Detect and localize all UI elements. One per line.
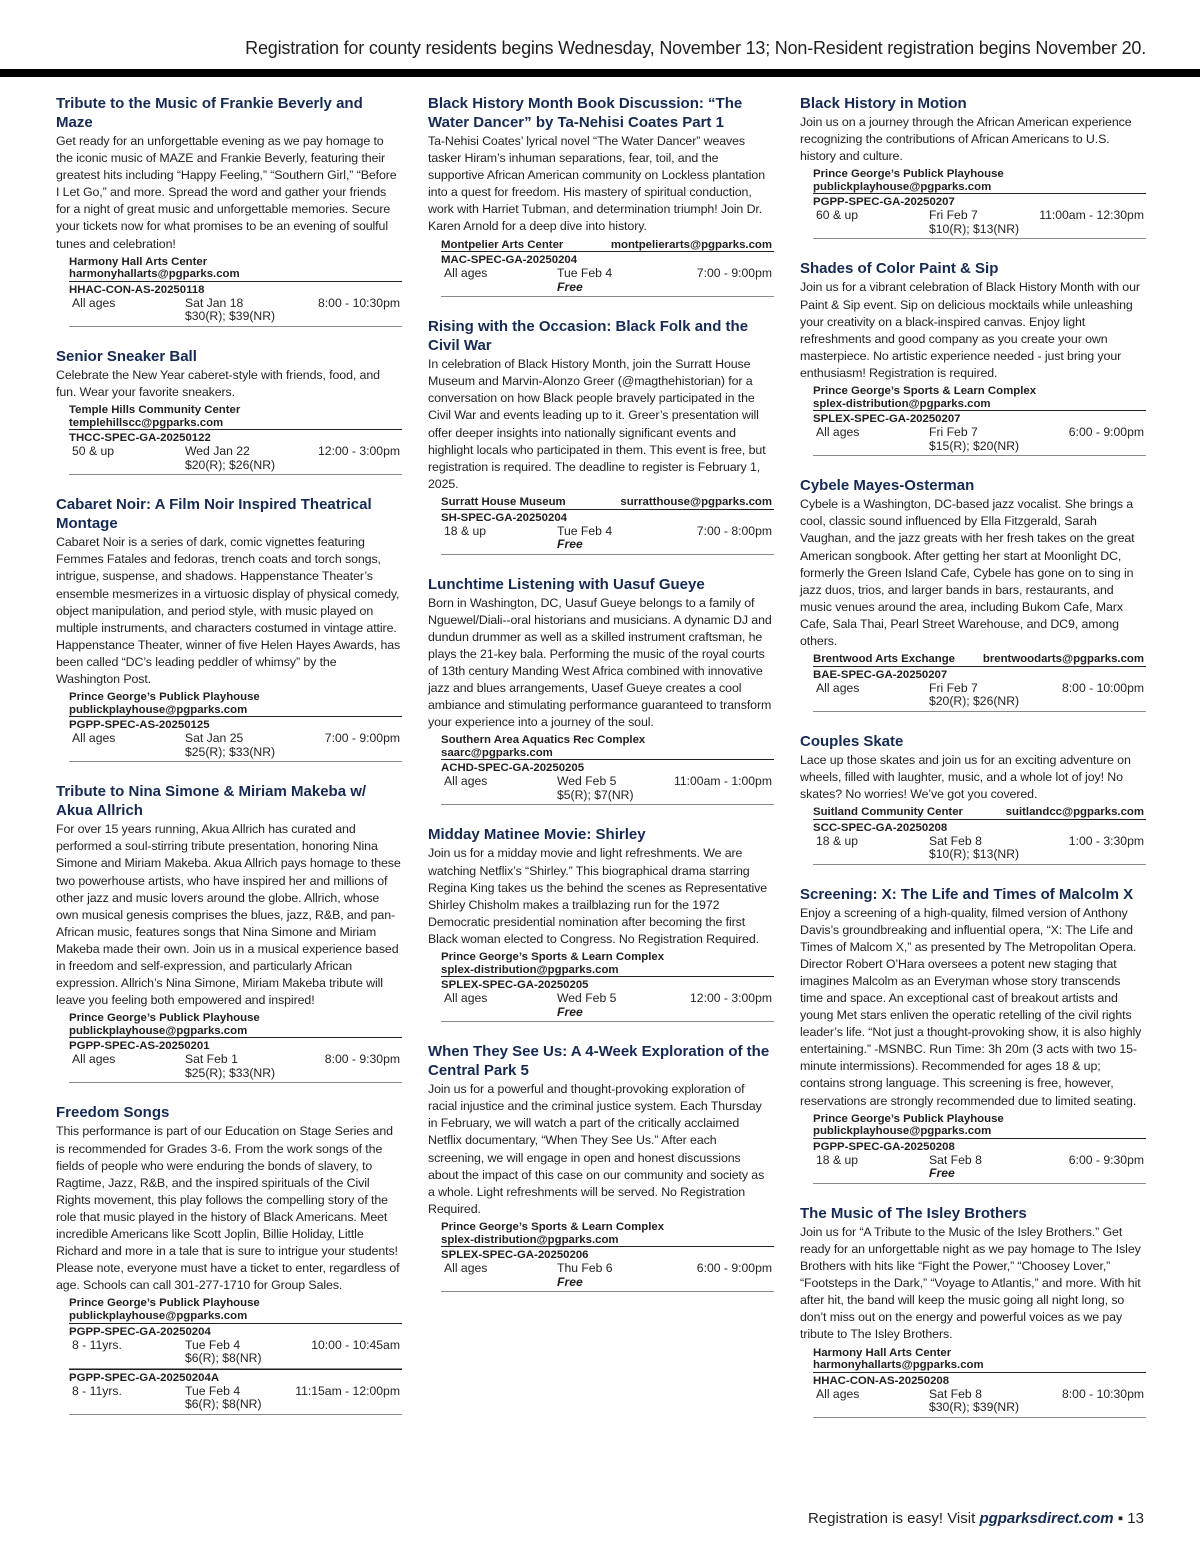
activity-code[interactable]: SPLEX-SPEC-GA-20250207 <box>813 410 1146 426</box>
age-range: All ages <box>816 1386 860 1401</box>
event-listing <box>800 94 1146 239</box>
event-fee: $25(R); $33(NR) <box>185 1065 276 1080</box>
venue-name: Temple Hills Community Center <box>69 404 241 417</box>
venue-email[interactable]: templehillscc@pgparks.com <box>69 416 224 429</box>
event-listing <box>800 732 1146 865</box>
event-title: Senior Sneaker Ball <box>56 347 197 365</box>
activity-code[interactable]: PGPP-SPEC-AS-20250201 <box>69 1037 402 1053</box>
venue-email[interactable]: publickplayhouse@pgparks.com <box>813 180 992 193</box>
event-listing <box>428 94 774 297</box>
venue-email[interactable]: brentwoodarts@pgparks.com <box>982 653 1144 666</box>
age-range: All ages <box>444 991 488 1006</box>
event-date: Tue Feb 4 <box>185 1383 241 1398</box>
event-fee: $5(R); $7(NR) <box>557 787 634 802</box>
event-date: Thu Feb 6 <box>557 1261 613 1276</box>
event-description: For over 15 years running, Akua Allrich has curated and performed a soul-stirring tribute presentation, honoring Nina Simone and Miriam Makeba. Akua Allrich pays homage to these two powerhouse artists, who have inspired her and millions of other jazz and music lovers around the globe. Allrich, whose own musical genesis comprises the blues, jazz, R&B, and pan-African music, features songs that Nina Simone and Miriam Makeba made their own. Join us in a musical experience based in freedom and self-expression, and particularly African expression. Allrich’s Nina Simone, Miriam Makeba tribute will leave you feeling both empowered and inspired! <box>56 822 401 1008</box>
event-listing <box>56 782 402 1083</box>
age-range: 8 - 11yrs. <box>72 1383 122 1398</box>
venue-email[interactable]: splex-distribution@pgparks.com <box>441 1233 619 1246</box>
event-date: Sat Feb 8 <box>929 833 982 848</box>
column-3 <box>800 94 1146 1438</box>
event-description: Cabaret Noir is a series of dark, comic vignettes featuring Femmes Fatales and fedoras, trench coats and torch songs, intrigue, suspense, and shadows. Happenstance Theater’s ensemble mesmerizes in a virtuosic display of physical comedy, object manipulation, and period style, with music played on multiple instruments, and characters costumed in vintage attire. Happenstance Theater, winner of five Helen Hayes Awards, has been called “DC’s leading peddler of whimsy” by the Washington Post. <box>56 535 401 686</box>
event-fee: Free <box>557 537 583 551</box>
event-title: Tribute to Nina Simone & Miriam Makeba w/ Akua Allrich <box>56 783 367 820</box>
activity-offering <box>441 509 774 555</box>
location-block <box>56 404 402 429</box>
event-title: Cabaret Noir: A Film Noir Inspired Theatrical Montage <box>56 496 372 533</box>
event-fee: $20(R); $26(NR) <box>185 457 276 472</box>
event-fee: Free <box>557 279 583 294</box>
event-date: Fri Feb 7 <box>929 425 978 440</box>
offering-details <box>813 682 1146 709</box>
location-row <box>441 239 774 252</box>
activity-offering <box>69 1369 402 1415</box>
venue-email[interactable]: montpelierarts@pgparks.com <box>610 238 772 251</box>
event-description: Ta-Nehisi Coates’ lyrical novel “The Water Dancer” weaves tasker Hiram’s inhuman separations, fear, toil, and the supportive African American community on Lockless plantation into a quest for freedom. His mastery of spiritual conduction, work with Harriet Tubman, and determination triumph! Join Dr. Karen Arnold for a deep dive into history. <box>428 134 765 234</box>
venue-email[interactable]: publickplayhouse@pgparks.com <box>813 1125 992 1138</box>
event-fee: $10(R); $13(NR) <box>929 847 1020 862</box>
footer <box>808 1510 1144 1527</box>
event-listing <box>800 259 1146 456</box>
event-description: Join us for “A Tribute to the Music of the Isley Brothers.” Get ready for an unforgettable night as we pay homage to The Isley Brothers with hits like “Fight the Power,” “Choosey Lover,” “Footsteps in the Dark,” “Voyage to Atlantis,” and more. With hit after hit, the band will keep the music going all night long, so don’t miss out on the energy and powerful voices as we pay tribute to The Isley Brothers. <box>800 1224 1141 1342</box>
event-description: Lace up those skates and join us for an exciting adventure on wheels, filled with laughter, music, and a whole lot of joy! No skates? No worries! We’ve got you covered. <box>800 752 1131 801</box>
event-time: 6:00 - 9:00pm <box>1068 425 1144 440</box>
activity-code[interactable]: SCC-SPEC-GA-20250208 <box>813 819 1146 835</box>
age-range: 8 - 11yrs. <box>72 1337 122 1352</box>
activity-offering <box>69 1323 402 1369</box>
event-title: Black History in Motion <box>800 95 967 112</box>
event-listing <box>56 495 402 762</box>
event-date: Fri Feb 7 <box>929 680 978 695</box>
column-2 <box>428 94 774 1312</box>
venue-name: Prince George’s Sports & Learn Complex <box>813 385 1037 398</box>
location-block <box>428 951 774 976</box>
age-range: All ages <box>816 425 860 440</box>
event-time: 10:00 - 10:45am <box>311 1337 400 1352</box>
age-range: All ages <box>444 266 488 281</box>
venue-name: Southern Area Aquatics Rec Complex <box>441 734 646 747</box>
activity-code[interactable]: BAE-SPEC-GA-20250207 <box>813 666 1146 682</box>
offering-details <box>441 992 774 1019</box>
event-time: 7:00 - 8:00pm <box>696 523 772 538</box>
activity-offering <box>813 1372 1146 1418</box>
event-description: Get ready for an unforgettable evening as we pay homage to the iconic music of MAZE and Frankie Beverly, featuring their greatest hits including “Happy Feeling,” “Southern Girl,” “Before I Let Go,” and more. Spread the word and gather your friends for a night of great music and unforgettable memories. Secure your tickets now for what promises to be an evening of soulful tunes and celebration! <box>56 134 397 251</box>
event-date: Sat Jan 25 <box>185 731 244 746</box>
age-range: All ages <box>72 1052 116 1067</box>
column-1 <box>56 94 402 1435</box>
offering-details <box>813 426 1146 453</box>
location-block <box>56 256 402 281</box>
event-time: 8:00 - 10:00pm <box>1062 680 1144 695</box>
location-block <box>800 806 1146 819</box>
event-time: 7:00 - 9:00pm <box>324 731 400 746</box>
event-description: Join us for a midday movie and light refreshments. We are watching Netflix’s “Shirley.” This biographical drama starring Regina King takes us the behind the scenes as Representative Shirley Chisholm makes a trailblazing run for the 1972 Democratic presidential nomination after becoming the first Black woman elected to Congress. No Registration Required. <box>428 846 768 946</box>
event-date: Sat Feb 8 <box>929 1386 982 1401</box>
event-listing <box>56 347 402 475</box>
activity-offering <box>441 759 774 805</box>
activity-code[interactable]: SH-SPEC-GA-20250204 <box>441 509 774 525</box>
event-time: 8:00 - 9:30pm <box>324 1052 400 1067</box>
offering-details <box>69 445 402 472</box>
event-date: Wed Feb 5 <box>557 991 617 1006</box>
event-title: Midday Matinee Movie: Shirley <box>428 826 646 844</box>
offering-details <box>69 1385 402 1412</box>
website-link[interactable]: pgparksdirect.com <box>979 1510 1114 1527</box>
footer-prefix: Registration is easy! Visit <box>807 1510 980 1527</box>
event-title: Rising with the Occasion: Black Folk and the Civil War <box>428 318 749 355</box>
event-fee: $6(R); $8(NR) <box>185 1397 262 1412</box>
venue-email[interactable]: surratthouse@pgparks.com <box>620 495 772 508</box>
activity-offering <box>813 1138 1146 1184</box>
event-listing <box>56 94 402 327</box>
offering-details <box>813 1388 1146 1415</box>
venue-name: Harmony Hall Arts Center <box>69 255 208 268</box>
activity-offering <box>813 410 1146 456</box>
venue-email[interactable]: harmonyhallarts@pgparks.com <box>813 1359 984 1372</box>
offering-details <box>69 1053 402 1080</box>
activity-code[interactable]: PGPP-SPEC-AS-20250125 <box>69 716 402 732</box>
event-title: Freedom Songs <box>56 1104 170 1122</box>
age-range: 18 & up <box>816 1152 859 1167</box>
location-row <box>441 496 774 509</box>
location-block <box>428 496 774 509</box>
offering-details <box>69 1339 402 1366</box>
event-time: 11:15am - 12:00pm <box>295 1383 400 1398</box>
event-title: Screening: X: The Life and Times of Malcolm X <box>800 885 1134 903</box>
event-description: In celebration of Black History Month, join the Surratt House Museum and Marvin-Alonzo Greer (@magthehistorian) for a conversation on how Black people bravely participated in the Civil War and events leading up to it. Greer’s presentation will offer deeper insights into nationally significant events and highlight locals who participated in them. This event is free, but registration is required. The deadline to register is February 1, 2025. <box>428 357 766 491</box>
age-range: All ages <box>72 731 116 746</box>
activity-offering <box>813 193 1146 239</box>
event-time: 8:00 - 10:30pm <box>318 295 400 310</box>
event-listing <box>800 1204 1146 1418</box>
event-listing <box>56 1103 402 1414</box>
event-time: 12:00 - 3:00pm <box>690 991 772 1006</box>
event-time: 6:00 - 9:00pm <box>696 1261 772 1276</box>
event-date: Tue Feb 4 <box>185 1337 241 1352</box>
event-description: This performance is part of our Education on Stage Series and is recommended for Grades 3-6. From the work songs of the fields of people who were enduring the bonds of slavery, to Ragtime, Jazz, R&B, and the inspired spirituals of the Civil Rights movement, this play follows the compelling story of the role that music played in the history of Black Americans. Meet incredible Americans like Scott Joplin, Billie Holiday, Little Richard and more in a tale that is sure to intrigue your students! Please note, everyone must have a ticket to enter, regardless of age. Schools can call 301-277-1710 for Group Sales. <box>56 1124 400 1293</box>
event-date: Tue Feb 4 <box>557 523 613 538</box>
event-description: Join us for a powerful and thought-provoking exploration of racial injustice and the criminal justice system. Each Thursday in February, we will watch a part of the critically acclaimed Netflix documentary, “When They See Us.” After each screening, we will engage in open and honest discussions about the impact of this case on our community and society as a whole. Light refreshments will be served. No Registration Required. <box>428 1082 765 1216</box>
location-block <box>800 385 1146 410</box>
activity-offering <box>69 1037 402 1083</box>
age-range: All ages <box>72 295 116 310</box>
activity-code[interactable]: PGPP-SPEC-GA-20250204 <box>69 1323 402 1339</box>
banner-rule <box>0 69 1200 77</box>
activity-offering <box>69 281 402 327</box>
venue-name: Surratt House Museum <box>441 495 566 508</box>
top-banner <box>0 0 1200 78</box>
event-fee: Free <box>557 1004 583 1019</box>
venue-email[interactable]: suitlandcc@pgparks.com <box>1005 805 1144 818</box>
event-description: Celebrate the New Year caberet-style with friends, food, and fun. Wear your favorite sneakers. <box>56 367 380 399</box>
venue-email[interactable]: harmonyhallarts@pgparks.com <box>69 268 240 281</box>
location-block <box>428 734 774 759</box>
activity-code[interactable]: PGPP-SPEC-GA-20250204A <box>69 1369 402 1385</box>
event-title: When They See Us: A 4-Week Exploration of the Central Park 5 <box>428 1043 770 1080</box>
offering-details <box>441 525 774 552</box>
event-fee: Free <box>557 1274 583 1289</box>
event-time: 12:00 - 3:00pm <box>318 444 400 459</box>
venue-email[interactable]: publickplayhouse@pgparks.com <box>69 1310 248 1322</box>
event-title: The Music of The Isley Brothers <box>800 1204 1027 1222</box>
location-block <box>56 1012 402 1037</box>
event-time: 7:00 - 9:00pm <box>696 266 772 281</box>
offering-details <box>69 732 402 759</box>
event-date: Fri Feb 7 <box>929 208 978 223</box>
event-time: 6:00 - 9:30pm <box>1068 1152 1144 1167</box>
event-date: Wed Feb 5 <box>557 774 617 789</box>
event-fee: Free <box>929 1166 955 1181</box>
event-time: 8:00 - 10:30pm <box>1062 1386 1144 1401</box>
event-title: Tribute to the Music of Frankie Beverly and Maze <box>56 95 363 131</box>
location-block <box>428 239 774 252</box>
activity-code[interactable]: ACHD-SPEC-GA-20250205 <box>441 759 774 775</box>
venue-email[interactable]: splex-distribution@pgparks.com <box>441 963 619 976</box>
event-title: Black History Month Book Discussion: “The Water Dancer” by Ta-Nehisi Coates Part 1 <box>428 95 743 131</box>
offering-details <box>441 775 774 802</box>
activity-offering <box>441 976 774 1022</box>
age-range: 18 & up <box>444 523 487 538</box>
location-block <box>800 653 1146 666</box>
event-description: Join us on a journey through the African American experience recognizing the contributions of African Americans to U.S. history and culture. <box>800 115 1132 164</box>
event-fee: $10(R); $13(NR) <box>929 221 1020 236</box>
venue-email[interactable]: publickplayhouse@pgparks.com <box>69 703 248 716</box>
activity-offering <box>69 716 402 762</box>
location-block <box>800 1113 1146 1138</box>
event-date: Wed Jan 22 <box>185 444 250 459</box>
event-time: 11:00am - 1:00pm <box>673 774 772 789</box>
activity-offering <box>441 1246 774 1292</box>
offering-details <box>813 209 1146 236</box>
event-listing <box>428 825 774 1022</box>
activity-code[interactable]: HHAC-CON-AS-20250118 <box>69 281 402 297</box>
venue-email[interactable]: saarc@pgparks.com <box>441 746 553 759</box>
event-listing <box>428 1042 774 1292</box>
venue-name: Prince George’s Sports & Learn Complex <box>441 1220 665 1233</box>
event-title: Couples Skate <box>800 732 904 750</box>
venue-name: Prince George’s Publick Playhouse <box>69 1297 260 1310</box>
venue-name: Prince George’s Publick Playhouse <box>813 1112 1004 1125</box>
venue-name: Prince George’s Publick Playhouse <box>813 168 1004 181</box>
activity-offering <box>813 819 1146 865</box>
event-date: Sat Feb 1 <box>185 1052 238 1067</box>
registration-notice: Registration for county residents begins Wednesday, November 13; Non-Resident registration begins November 20. <box>245 38 1146 58</box>
event-title: Cybele Mayes-Osterman <box>800 477 975 495</box>
offering-details <box>69 297 402 324</box>
venue-name: Harmony Hall Arts Center <box>813 1346 952 1359</box>
event-fee: $30(R); $39(NR) <box>185 309 276 324</box>
location-block <box>56 691 402 716</box>
venue-email[interactable]: splex-distribution@pgparks.com <box>813 397 991 410</box>
age-range: All ages <box>444 1261 488 1276</box>
event-date: Sat Feb 8 <box>929 1152 982 1167</box>
venue-name: Montpelier Arts Center <box>441 238 564 251</box>
activity-code[interactable]: THCC-SPEC-GA-20250122 <box>69 429 402 445</box>
event-listing <box>800 476 1146 711</box>
age-range: 60 & up <box>816 208 859 223</box>
event-date: Sat Jan 18 <box>185 295 244 310</box>
location-block <box>428 1221 774 1246</box>
event-listing <box>428 317 774 554</box>
venue-name: Suitland Community Center <box>813 805 963 818</box>
activity-code[interactable]: PGPP-SPEC-GA-20250208 <box>813 1138 1146 1154</box>
activity-code[interactable]: SPLEX-SPEC-GA-20250206 <box>441 1246 774 1262</box>
event-fee: $20(R); $26(NR) <box>929 694 1020 709</box>
location-block <box>800 1347 1146 1372</box>
activity-code[interactable]: PGPP-SPEC-GA-20250207 <box>813 193 1146 209</box>
event-fee: $30(R); $39(NR) <box>929 1400 1020 1415</box>
event-fee: $6(R); $8(NR) <box>185 1351 262 1366</box>
location-row <box>813 653 1146 666</box>
location-row <box>813 806 1146 819</box>
age-range: 50 & up <box>72 444 115 459</box>
location-block <box>56 1297 402 1322</box>
age-range: All ages <box>444 774 488 789</box>
event-title: Lunchtime Listening with Uasuf Gueye <box>428 575 705 593</box>
offering-details <box>441 267 774 294</box>
activity-offering <box>69 429 402 475</box>
offering-details <box>813 835 1146 862</box>
event-listing <box>428 575 774 806</box>
age-range: 18 & up <box>816 833 859 848</box>
venue-name: Prince George’s Sports & Learn Complex <box>441 951 665 963</box>
offering-details <box>813 1154 1146 1181</box>
event-description: Enjoy a screening of a high-quality, filmed version of Anthony Davis’s groundbreaking and influential opera, “X: The Life and Times of Malcom X,” as presented by The Metropolitan Opera. Director Robert O’Hara oversees a potent new staging that imagines Malcolm as an Everyman whose story transcends time and space. An exceptional cast of breakout artists and young Met stars enliven the operatic retelling of the civil rights leader’s life. “Not just a thought-provoking show, it is also highly entertaining.” -MSNBC. Run Time: 3h 20m (3 acts with two 15-minute intermissions). Recommended for ages 18 & up; contains strong language. This screening is free, however, reservations are strongly recommended due to limited seating. <box>800 905 1142 1108</box>
event-description: Cybele is a Washington, DC-based jazz vocalist. She brings a cool, classic sound influenced by Ella Fitzgerald, Sarah Vaughan, and the jazz greats with her fresh takes on the great American songbook. After getting her start at Moonlight DC, formerly the Green Island Cafe, Cybele has gone on to sing in jazz duos, trios, and larger bands in bars, restaurants, and music venues around the area, including Bukom Cafe, Marx Cafe, Sala Thai, Pearl Street Warehouse, and DC9, among others. <box>800 497 1135 648</box>
venue-name: Prince George’s Publick Playhouse <box>69 1012 260 1025</box>
activity-offering <box>441 251 774 297</box>
event-fee: $25(R); $33(NR) <box>185 744 276 759</box>
event-time: 11:00am - 12:30pm <box>1039 208 1144 223</box>
venue-name: Prince George’s Publick Playhouse <box>69 691 260 704</box>
page-number: ▪ 13 <box>1113 1510 1144 1527</box>
activity-code[interactable]: SPLEX-SPEC-GA-20250205 <box>441 976 774 992</box>
venue-name: Brentwood Arts Exchange <box>813 653 955 666</box>
activity-code[interactable]: MAC-SPEC-GA-20250204 <box>441 251 774 267</box>
age-range: All ages <box>816 680 860 695</box>
event-description: Born in Washington, DC, Uasuf Gueye belongs to a family of Nguewel/Diali--oral historians and musicians. A dynamic DJ and dundun drummer as well as a skilled instrument craftsman, he plays the 21-key bala. Performing the music of the royal courts of 13th century Manding West Africa combined with innovative jazz and blues arrangements, Uasef Gueye creates a cool ambiance and stimulating performance guaranteed to transform your experience into a journey of the soul. <box>428 595 772 730</box>
event-title: Shades of Color Paint & Sip <box>800 260 999 278</box>
venue-email[interactable]: publickplayhouse@pgparks.com <box>69 1024 248 1037</box>
location-block <box>800 168 1146 193</box>
activity-code[interactable]: HHAC-CON-AS-20250208 <box>813 1372 1146 1388</box>
event-fee: $15(R); $20(NR) <box>929 438 1020 453</box>
offering-details <box>441 1262 774 1289</box>
event-date: Tue Feb 4 <box>557 266 613 281</box>
event-time: 1:00 - 3:30pm <box>1068 833 1144 848</box>
event-description: Join us for a vibrant celebration of Black History Month with our Paint & Sip event. Sip on delicious mocktails while unleashing your creativity on a black-inspired canvas. Enjoy light refreshments and good company as you create your own masterpiece. No artistic experience needed - just bring your enthusiasm! Registration is required. <box>800 280 1140 380</box>
event-listing <box>800 885 1146 1184</box>
activity-offering <box>813 666 1146 712</box>
